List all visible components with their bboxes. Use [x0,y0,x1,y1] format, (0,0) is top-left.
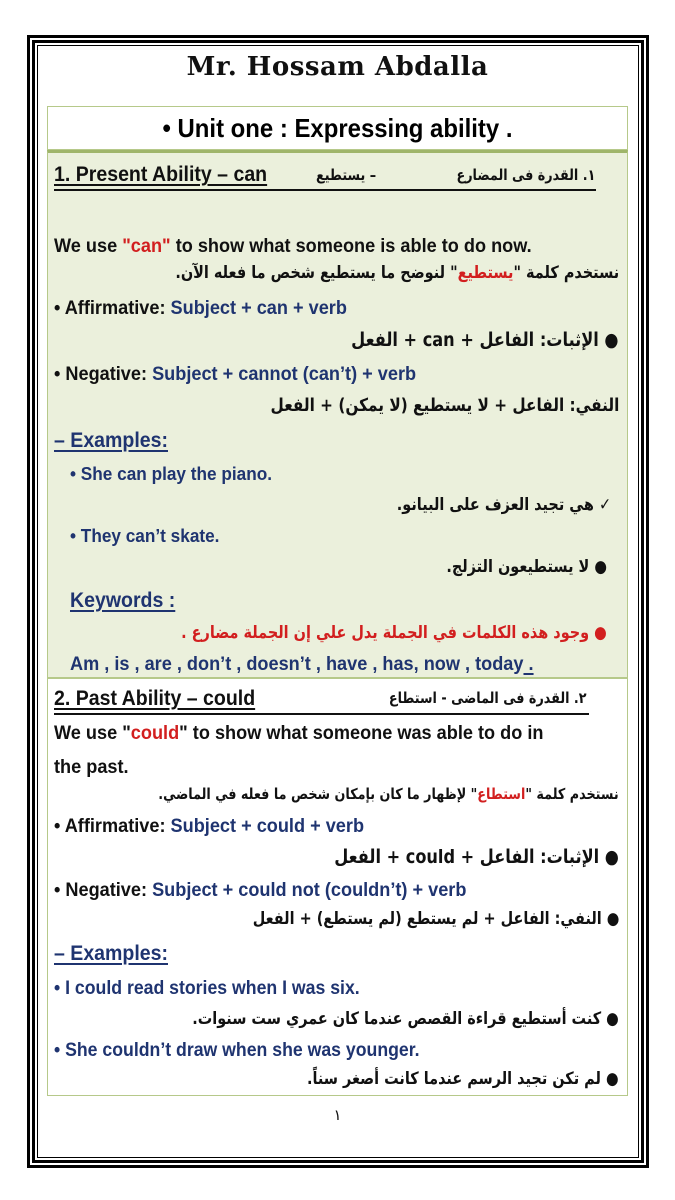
section1-negative-ar: النفي: الفاعل + لا يستطيع (لا يمكن) + الفعل [270,395,619,416]
section-present-ability [47,150,628,678]
section1-intro-en: We use "can" to show what someone is able to do now. [54,235,532,257]
page-number: ١ [333,1107,342,1124]
section1-heading-en: 1. Present Ability – can [54,163,268,186]
example-en: • They can’t skate. [70,525,220,546]
keyword-can: "can" [122,235,171,257]
section2-affirmative-ar: ● الإثبات: الفاعل + could + الفعل [334,846,619,868]
example-en: • I could read stories when I was six. [54,978,360,999]
section2-intro-en: We use "could" to show what someone was able to do in [54,722,544,744]
section1-examples-label: – Examples: [54,429,168,452]
example-ar: ✓ هي تجيد العزف على البيانو. [396,495,611,515]
unit-title-box [47,106,628,150]
example-ar: ● لا يستطيعون التزلج. [446,557,607,577]
example-en: • She couldn’t draw when she was younger. [54,1040,420,1061]
keywords-list: Am , is , are , don’t , doesn’t , have , has, now , today . [70,653,534,675]
section2-heading-underline [54,713,589,715]
keywords-label: Keywords : [70,589,176,612]
section2-affirmative: • Affirmative: Subject + could + verb [54,815,365,837]
section1-heading-underline [54,189,596,191]
example-en: • She can play the piano. [70,463,273,484]
section2-intro-en-line2: the past. [54,756,129,778]
unit-title: • Unit one : Expressing ability . [162,113,513,143]
section2-negative: • Negative: Subject + could not (couldn’t) + verb [54,879,467,901]
section2-examples-label: – Examples: [54,942,168,965]
example-ar: ● لم تكن تجيد الرسم عندما كانت أصغر سناً. [307,1069,619,1089]
section1-intro-ar: نستخدم كلمة "يستطيع" لنوضح ما يستطيع شخص ما فعله الآن. [175,263,619,283]
section2-negative-ar: ● النفي: الفاعل + لم يستطع (لم يستطع) + الفعل [252,909,619,929]
section1-heading-ar-title: ١. القدرة فى المضارع [456,166,595,184]
section-past-ability [47,678,628,1096]
section1-affirmative-ar: ● الإثبات: الفاعل + can + الفعل [351,329,619,351]
section1-negative: • Negative: Subject + cannot (can’t) + verb [54,363,417,385]
keywords-note: ● وجود هذه الكلمات في الجملة يدل علي إن الجملة مضارع . [181,623,607,643]
section2-heading-en: 2. Past Ability – could [54,687,256,710]
section1-heading-ar-verb: – يستطيع [316,166,377,184]
author-name: Mr. Hossam Abdalla [186,52,489,82]
section2-heading-ar: ٢. القدرة فى الماضى - استطاع [389,689,587,707]
example-ar: ● كنت أستطيع قراءة القصص عندما كان عمري ست سنوات. [192,1009,619,1029]
keyword-could: could [130,722,180,744]
section1-affirmative: • Affirmative: Subject + can + verb [54,297,347,319]
section2-intro-ar: نستخدم كلمة "استطاع" لإظهار ما كان بإمكان شخص ما فعله في الماضي. [158,785,619,803]
